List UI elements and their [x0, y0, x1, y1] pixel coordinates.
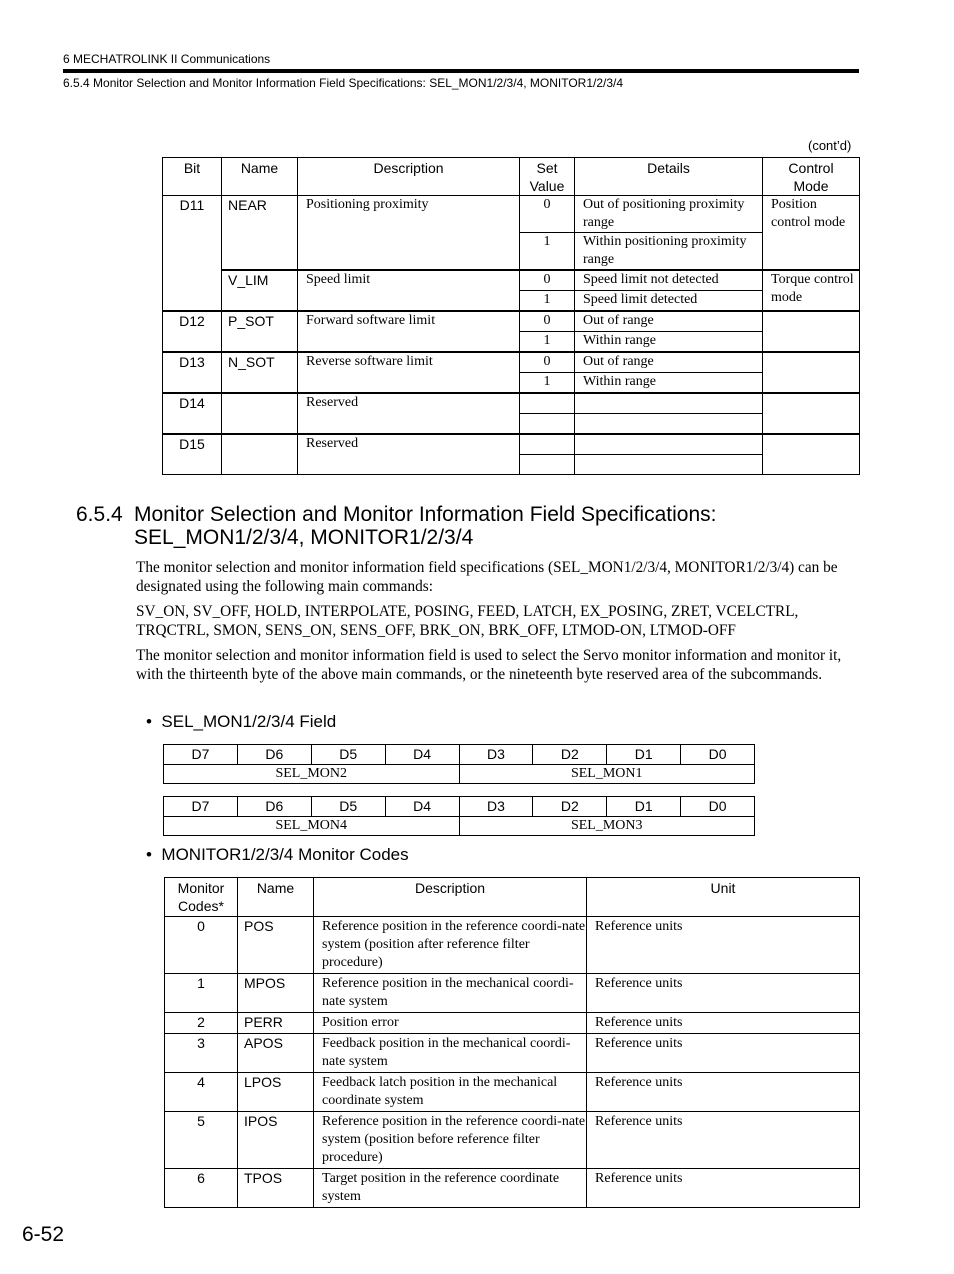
col-header-bit: Bit: [163, 158, 222, 196]
unit-cell: Reference units: [587, 974, 860, 1013]
table-row: [163, 352, 860, 373]
bit-header-row: [164, 745, 755, 765]
col-header-name: Name: [238, 878, 314, 917]
bit-label: D4: [385, 797, 459, 817]
control-mode-cell: [763, 393, 860, 434]
bit-label: D3: [459, 745, 533, 765]
details-cell: Within range: [575, 373, 763, 394]
details-cell: Within range: [575, 332, 763, 353]
name-cell: POS: [238, 917, 314, 974]
set-value-cell: 1: [520, 291, 575, 312]
unit-cell: Reference units: [587, 1073, 860, 1112]
bit-label: D1: [607, 745, 681, 765]
details-cell: Out of range: [575, 352, 763, 373]
control-mode-cell: Torque control mode: [763, 270, 860, 311]
description-cell: Reference position in the mechanical coordi-nate system: [314, 974, 587, 1013]
bullet-dot: •: [146, 712, 152, 731]
field-label: SEL_MON3: [459, 817, 755, 836]
set-value-cell: 0: [520, 196, 575, 233]
unit-cell: Reference units: [587, 917, 860, 974]
bit-cell: D13: [163, 352, 222, 393]
table-row: [163, 311, 860, 332]
name-cell: [222, 393, 298, 434]
description-cell: Reference position in the reference coordi-nate system (position before reference filter procedure): [314, 1112, 587, 1169]
bit-cell: D11: [163, 196, 222, 312]
code-cell: 2: [165, 1013, 238, 1034]
set-value-cell: 0: [520, 270, 575, 291]
name-cell: [222, 434, 298, 475]
description-cell: Feedback latch position in the mechanical coordinate system: [314, 1073, 587, 1112]
bullet-dot: •: [146, 845, 152, 864]
paragraph-usage: The monitor selection and monitor information field is used to select the Servo monitor information and monitor it, with the thirteenth byte of the above main commands, or the nineteenth byte reserved area of the subcommands.: [136, 647, 842, 683]
col-header-monitor-codes: Monitor Codes*: [165, 878, 238, 917]
description-cell: Speed limit: [298, 270, 520, 311]
name-cell: TPOS: [238, 1169, 314, 1208]
bit-label: D2: [533, 745, 607, 765]
description-cell: Reserved: [298, 393, 520, 434]
table-header-row: [163, 158, 860, 196]
set-value-cell: 0: [520, 352, 575, 373]
section-title-line2: SEL_MON1/2/3/4, MONITOR1/2/3/4: [134, 526, 474, 549]
description-cell: Reserved: [298, 434, 520, 475]
description-cell: Positioning proximity: [298, 196, 520, 271]
unit-cell: Reference units: [587, 1169, 860, 1208]
bit-label: D4: [385, 745, 459, 765]
control-mode-cell: Position control mode: [763, 196, 860, 271]
col-header-set-value: Set Value: [520, 158, 575, 196]
bit-label: D6: [237, 745, 311, 765]
details-cell: Within positioning proximity range: [575, 233, 763, 271]
code-cell: 5: [165, 1112, 238, 1169]
table-row: [165, 1073, 860, 1112]
table-row: [165, 1034, 860, 1073]
name-cell: PERR: [238, 1013, 314, 1034]
name-cell: LPOS: [238, 1073, 314, 1112]
col-header-unit: Unit: [587, 878, 860, 917]
control-mode-cell: [763, 434, 860, 475]
paragraph-intro: The monitor selection and monitor information field specifications (SEL_MON1/2/3/4, MONITOR1/2/3/4) can be designated using the following main commands:: [136, 559, 838, 595]
bit-label: D5: [311, 745, 385, 765]
bit-cell: D15: [163, 434, 222, 475]
status-bits-table: [162, 157, 860, 475]
bit-label: D7: [164, 745, 238, 765]
table-row: [163, 434, 860, 455]
set-value-cell: 1: [520, 233, 575, 271]
name-cell: IPOS: [238, 1112, 314, 1169]
running-header-chapter: 6 MECHATROLINK II Communications: [63, 52, 271, 66]
description-cell: Feedback position in the mechanical coordi-nate system: [314, 1034, 587, 1073]
table-row: [165, 917, 860, 974]
set-value-cell: [520, 414, 575, 435]
name-cell: MPOS: [238, 974, 314, 1013]
bit-label: D0: [681, 745, 755, 765]
bit-cell: D14: [163, 393, 222, 434]
field-row: [164, 817, 755, 836]
details-cell: Out of range: [575, 311, 763, 332]
details-cell: Speed limit detected: [575, 291, 763, 312]
details-cell: [575, 455, 763, 475]
bit-label: D0: [681, 797, 755, 817]
code-cell: 4: [165, 1073, 238, 1112]
details-cell: Out of positioning proximity range: [575, 196, 763, 233]
details-cell: [575, 414, 763, 435]
bit-label: D2: [533, 797, 607, 817]
paragraph-commands: SV_ON, SV_OFF, HOLD, INTERPOLATE, POSING, FEED, LATCH, EX_POSING, ZRET, VCELCTRL, TRQCTRL, SMON, SENS_ON, SENS_OFF, BRK_ON, BRK_OFF, LTMOD-ON, LTMOD-OFF: [136, 603, 799, 639]
table-header-row: [165, 878, 860, 917]
set-value-cell: 0: [520, 311, 575, 332]
name-cell: V_LIM: [222, 270, 298, 311]
set-value-cell: 1: [520, 332, 575, 353]
code-cell: 1: [165, 974, 238, 1013]
table-row: [165, 974, 860, 1013]
running-header-section: 6.5.4 Monitor Selection and Monitor Information Field Specifications: SEL_MON1/2/3/4, MONITOR1/2/3/4: [63, 76, 624, 90]
bit-label: D1: [607, 797, 681, 817]
name-cell: APOS: [238, 1034, 314, 1073]
sel-mon-byte-table-1: [163, 744, 755, 784]
table-row: [163, 196, 860, 233]
description-cell: Forward software limit: [298, 311, 520, 352]
field-label: SEL_MON1: [459, 765, 755, 784]
col-header-details: Details: [575, 158, 763, 196]
bit-label: D6: [237, 797, 311, 817]
code-cell: 3: [165, 1034, 238, 1073]
unit-cell: Reference units: [587, 1112, 860, 1169]
details-cell: [575, 393, 763, 414]
page-number: 6-52: [22, 1223, 65, 1246]
table-row: [165, 1169, 860, 1208]
section-heading: [76, 503, 716, 549]
monitor-codes-table: [164, 877, 860, 1208]
set-value-cell: [520, 393, 575, 414]
section-title-line1: Monitor Selection and Monitor Information Field Specifications:: [134, 503, 717, 526]
name-cell: N_SOT: [222, 352, 298, 393]
header-rule: [63, 69, 859, 73]
details-cell: [575, 434, 763, 455]
set-value-cell: 1: [520, 373, 575, 394]
description-cell: Reverse software limit: [298, 352, 520, 393]
bullet-label: SEL_MON1/2/3/4 Field: [161, 712, 337, 731]
description-cell: Position error: [314, 1013, 587, 1034]
col-header-description: Description: [314, 878, 587, 917]
col-header-control-mode: Control Mode: [763, 158, 860, 196]
set-value-cell: [520, 455, 575, 475]
unit-cell: Reference units: [587, 1013, 860, 1034]
field-row: [164, 765, 755, 784]
field-label: SEL_MON4: [164, 817, 460, 836]
code-cell: 6: [165, 1169, 238, 1208]
table-row: [163, 270, 860, 291]
col-header-description: Description: [298, 158, 520, 196]
section-number: 6.5.4: [76, 503, 123, 526]
description-cell: Target position in the reference coordinate system: [314, 1169, 587, 1208]
bullet-monitor-codes: [146, 845, 409, 865]
details-cell: Speed limit not detected: [575, 270, 763, 291]
set-value-cell: [520, 434, 575, 455]
description-cell: Reference position in the reference coordi-nate system (position after reference filter procedure): [314, 917, 587, 974]
unit-cell: Reference units: [587, 1034, 860, 1073]
name-cell: P_SOT: [222, 311, 298, 352]
control-mode-cell: [763, 352, 860, 393]
continued-label: (cont’d): [808, 138, 852, 153]
table-row: [163, 393, 860, 414]
bit-label: D5: [311, 797, 385, 817]
table-row: [165, 1013, 860, 1034]
bit-label: D3: [459, 797, 533, 817]
bullet-label: MONITOR1/2/3/4 Monitor Codes: [161, 845, 409, 864]
sel-mon-byte-table-2: [163, 796, 755, 836]
code-cell: 0: [165, 917, 238, 974]
table-row: [165, 1112, 860, 1169]
field-label: SEL_MON2: [164, 765, 460, 784]
bullet-sel-mon-field: [146, 712, 336, 732]
bit-header-row: [164, 797, 755, 817]
col-header-name: Name: [222, 158, 298, 196]
control-mode-cell: [763, 311, 860, 352]
bit-cell: D12: [163, 311, 222, 352]
bit-label: D7: [164, 797, 238, 817]
name-cell: NEAR: [222, 196, 298, 271]
